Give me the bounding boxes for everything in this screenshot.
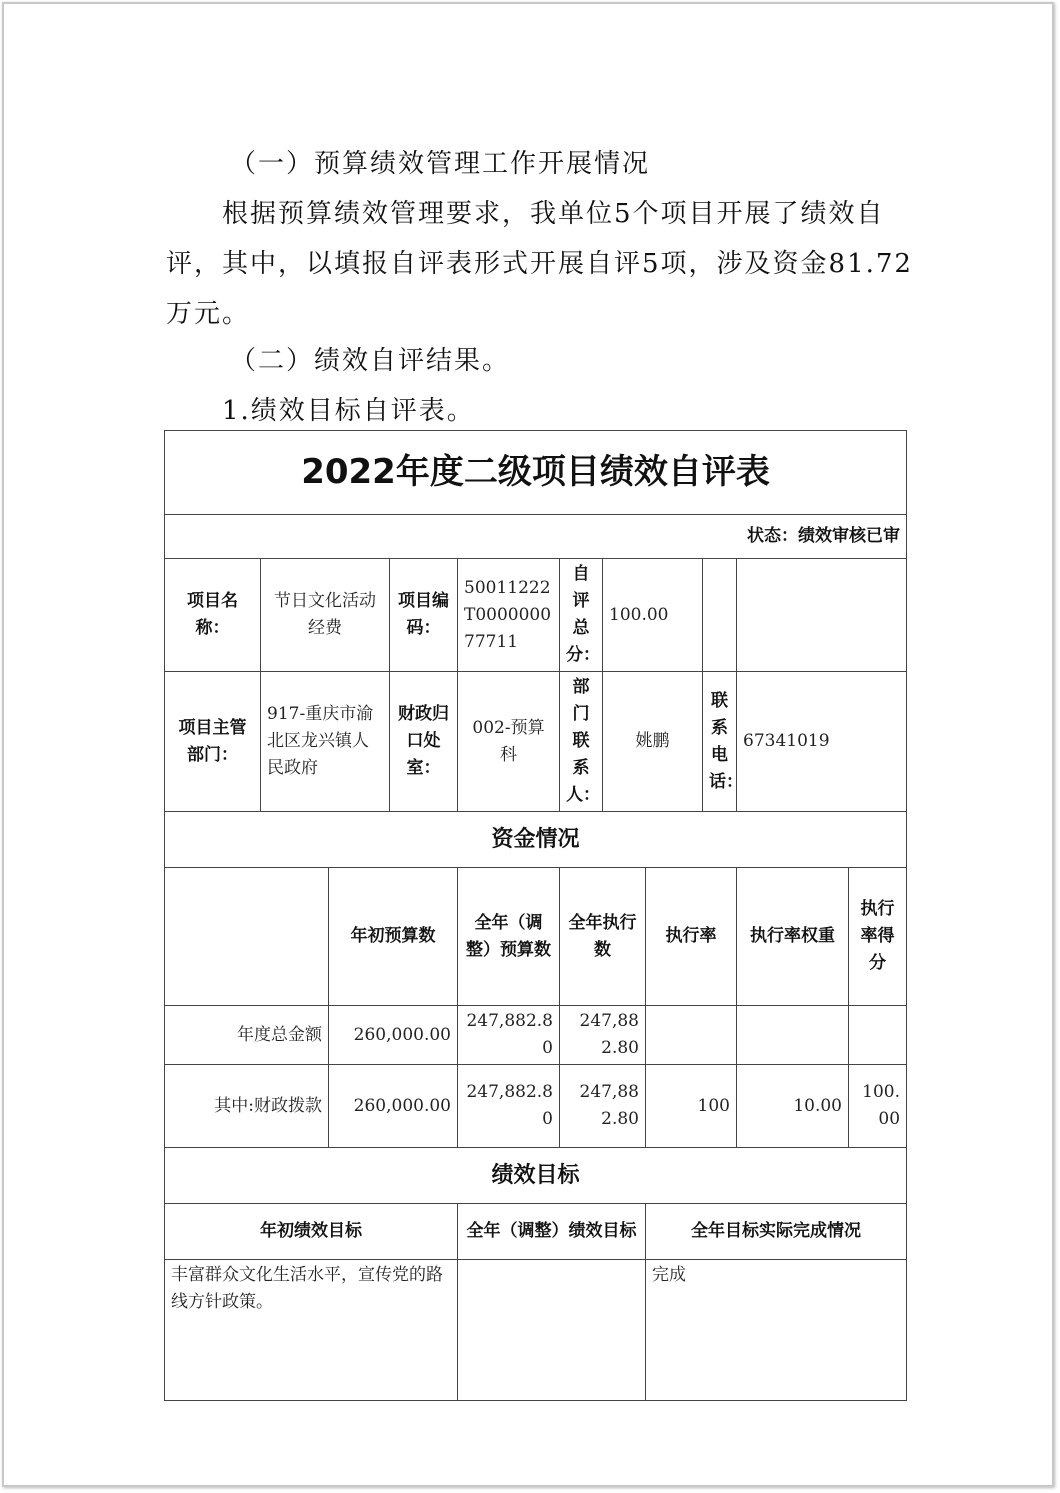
goals-section-heading: 绩效目标 — [165, 1148, 907, 1204]
dept-value: 917-重庆市渝北区龙兴镇人民政府 — [261, 672, 390, 812]
actual-completion-header: 全年目标实际完成情况 — [646, 1204, 907, 1260]
empty-cell — [703, 559, 737, 672]
phone-value: 67341019 — [737, 672, 907, 812]
initial-goal-header: 年初绩效目标 — [165, 1204, 458, 1260]
project-name-value: 节日文化活动经费 — [261, 559, 390, 672]
project-code-label: 项目编码： — [390, 559, 458, 672]
actual-completion-value: 完成 — [646, 1260, 907, 1401]
finance-office-label: 财政归口处室： — [390, 672, 458, 812]
score-header: 执行率得分 — [849, 868, 907, 1006]
adjusted-goal-value — [458, 1260, 646, 1401]
rate-value — [646, 1006, 737, 1065]
table-row — [165, 1006, 907, 1065]
section-heading-3: 1.绩效目标自评表。 — [222, 396, 475, 426]
adjusted-budget-header: 全年（调整）预算数 — [458, 868, 560, 1006]
body-text-line-2: 评，其中，以填报自评表形式开展自评5项，涉及资金81.72 — [166, 249, 913, 279]
body-text-line-1: 根据预算绩效管理要求，我单位5个项目开展了绩效自 — [222, 199, 885, 229]
funds-row-label: 其中:财政拨款 — [165, 1065, 329, 1148]
contact-label: 部门联系人： — [560, 672, 603, 812]
phone-label: 联系电话： — [703, 672, 737, 812]
executed-value: 247,882.80 — [560, 1065, 646, 1148]
score-value: 100.00 — [849, 1065, 907, 1148]
rate-value: 100 — [646, 1065, 737, 1148]
adjusted-goal-header: 全年（调整）绩效目标 — [458, 1204, 646, 1260]
table-row — [165, 1065, 907, 1148]
finance-office-value: 002-预算科 — [458, 672, 560, 812]
self-score-value: 100.00 — [603, 559, 703, 672]
initial-budget-header: 年初预算数 — [329, 868, 458, 1006]
self-score-label: 自评总分： — [560, 559, 603, 672]
project-name-label: 项目名称： — [165, 559, 261, 672]
project-code-value: 50011222T000000077711 — [458, 559, 560, 672]
adjusted-budget-value: 247,882.80 — [458, 1065, 560, 1148]
executed-header: 全年执行数 — [560, 868, 646, 1006]
review-status: 状态：绩效审核已审 — [165, 515, 907, 559]
adjusted-budget-value: 247,882.80 — [458, 1006, 560, 1065]
dept-label: 项目主管部门： — [165, 672, 261, 812]
empty-cell — [737, 559, 907, 672]
funds-section-heading: 资金情况 — [165, 812, 907, 868]
funds-row-label: 年度总金额 — [165, 1006, 329, 1065]
score-value — [849, 1006, 907, 1065]
rate-header: 执行率 — [646, 868, 737, 1006]
table-row — [165, 1260, 907, 1401]
initial-goal-value: 丰富群众文化生活水平，宣传党的路线方针政策。 — [165, 1260, 458, 1401]
funds-header-blank — [165, 868, 329, 1006]
self-evaluation-form — [164, 430, 907, 1401]
form-title: 2022年度二级项目绩效自评表 — [165, 431, 907, 515]
body-text-line-3: 万元。 — [166, 299, 251, 329]
weight-value: 10.00 — [737, 1065, 849, 1148]
executed-value: 247,882.80 — [560, 1006, 646, 1065]
contact-value: 姚鹏 — [603, 672, 703, 812]
weight-value — [737, 1006, 849, 1065]
initial-budget-value: 260,000.00 — [329, 1006, 458, 1065]
initial-budget-value: 260,000.00 — [329, 1065, 458, 1148]
section-heading-1: （一）预算绩效管理工作开展情况 — [230, 149, 651, 179]
weight-header: 执行率权重 — [737, 868, 849, 1006]
section-heading-2: （二）绩效自评结果。 — [230, 346, 511, 376]
